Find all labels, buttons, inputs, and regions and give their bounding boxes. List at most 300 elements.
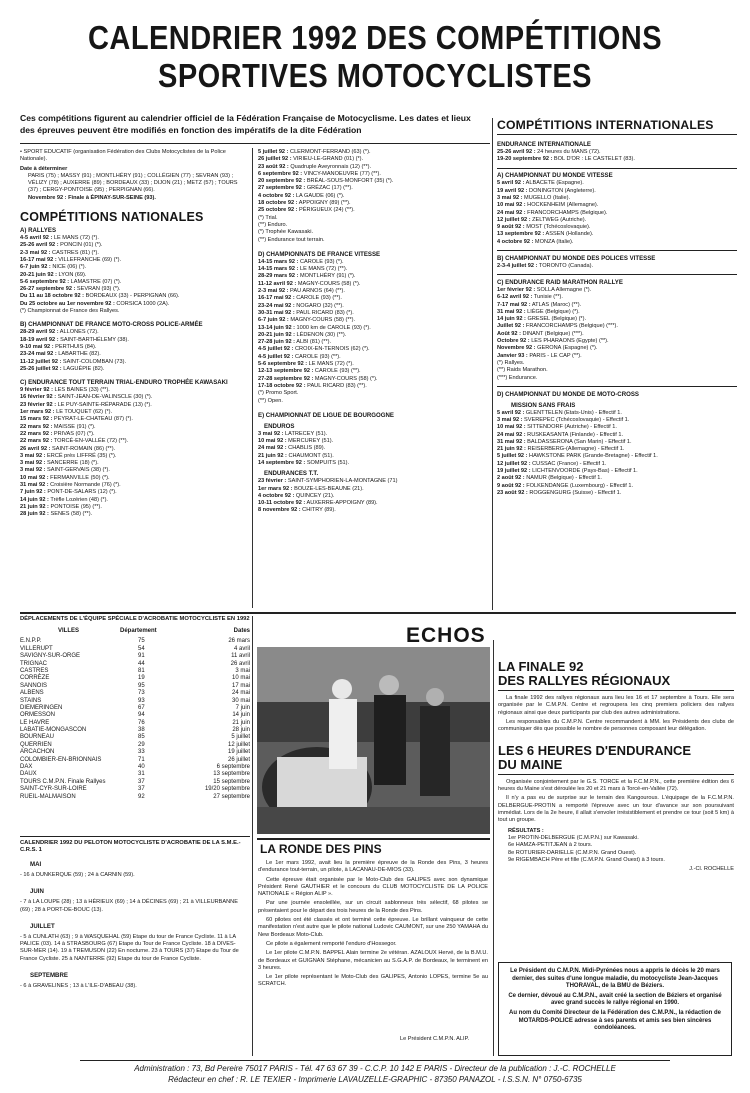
- enduro-item: 10 mai 92 : MERCUREY (51).: [258, 438, 334, 445]
- d-item: 14-15 mars 92 : LE MANS (72) (**).: [258, 266, 348, 273]
- resultat-item: 6e HAMZA-PETITJEAN à 2 tours.: [508, 842, 593, 849]
- table-cell: 26 mars: [228, 638, 250, 645]
- ci-a-item: 13 septembre 92 : ASSEN (Hollande).: [497, 231, 594, 238]
- c-item: 9 février 92 : LES BAINES (33) (**).: [20, 387, 110, 394]
- table-cell: 95: [138, 682, 145, 689]
- peloton-block: [20, 840, 248, 990]
- page-title-line2: SPORTIVES MOTOCYCLISTES: [158, 57, 592, 94]
- table-cell: 40: [138, 764, 145, 771]
- date-a-determiner: Date à déterminer: [20, 165, 68, 172]
- footer-rule: [80, 1060, 670, 1061]
- ci-c-item: (**) Raids Marathon.: [497, 367, 548, 374]
- table-cell: RUEIL-MALMAISON: [20, 793, 76, 800]
- top-item: (**) Endurance tout terrain.: [258, 236, 325, 243]
- ci-a-item: 5 avril 92 : ALBACETE (Espagne).: [497, 180, 584, 187]
- rallye-item: 4-5 avril 92 : LE MANS (72) (*).: [20, 235, 99, 242]
- table-header-cell: Dates: [233, 628, 250, 634]
- peloton-juin-label: JUIN: [30, 888, 44, 896]
- table-row: [20, 757, 250, 764]
- top-item: (*) Trophée Kawasaki.: [258, 229, 314, 236]
- d-item: 12-13 septembre 92 : CAROLE (93) (**).: [258, 368, 361, 375]
- middle-rule: [20, 612, 736, 614]
- endurance-int-item: 25-26 avril 92 : 24 heures du MANS (72).: [497, 149, 601, 155]
- rallye-item: Du 25 octobre au 1er novembre 92 : CORSICA 1000 (2A).: [20, 300, 170, 307]
- c-item: 14 juin 92 : Trèfle Lozérien (48) (*).: [20, 496, 108, 503]
- table-row: [20, 675, 250, 682]
- ci-d-item: 19 juillet 92 : LICHTENVOORDE (Pays-Bas) - Effectif 1.: [497, 467, 638, 474]
- table-cell: 24 mai: [231, 690, 250, 697]
- ci-a-list: [497, 180, 737, 246]
- date-line: PARIS (75) ; MASSY (91) ; MONTLHÉRY (91) ; COLLÉGIEN (77) ; SEVRAN (93) ;: [28, 172, 234, 179]
- rule: [497, 168, 737, 169]
- table-cell: 33: [138, 749, 145, 756]
- international-title: COMPÉTITIONS INTERNATIONALES: [497, 118, 714, 132]
- table-cell: 37: [138, 778, 145, 785]
- endurance-int-list: [497, 149, 737, 164]
- c-item: 3 mai 92 : SAINT-GERVAIS (38) (*).: [20, 467, 110, 474]
- footer: [0, 1063, 750, 1085]
- table-cell: 10 mai: [231, 675, 250, 682]
- date-lines: [28, 173, 248, 202]
- c-item: 16 février 92 : SAINT-JEAN-DE-VALINSCLE (30) (*).: [20, 394, 153, 401]
- ci-a-item: 9 août 92 : MOST (Tchécoslovaquie).: [497, 224, 591, 231]
- d-item: 17-18 octobre 92 : PAUL RICARD (83) (**).: [258, 382, 367, 389]
- intro-paragraph: Ces compétitions figurent au calendrier officiel de la Fédération Française de Motocyclisme. Les dates et lieux des épreuves peuvent être modifiés en fonction des impératifs de la dite Fédération: [20, 113, 471, 135]
- ci-c-item: 14 juin 92 : GRESEL (Belgique) (*).: [497, 316, 587, 323]
- sport-educatif: • SPORT EDUCATIF (organisation Fédération des Clubs Motocyclistes de la Police Nationale).: [20, 149, 226, 163]
- table-cell: TRIGNAC: [20, 660, 47, 667]
- ronde-paragraph: Le 1er mars 1992, avait lieu la première épreuve de la Ronde des Pins, 3 heures d'endurance tout-terrain, un pilote, à LACANAU-DE-MIOS (33).: [258, 860, 488, 874]
- ci-d-item: 9 août 92 : FOLKENDANGE (Luxembourg) - Effectif 1.: [497, 482, 634, 489]
- ci-a-title: A) CHAMPIONNAT DU MONDE VITESSE: [497, 172, 613, 180]
- ci-c-item: Août 92 : DINANT (Belgique) (***).: [497, 330, 584, 337]
- d-item: 23-24 mai 92 : NOGARO (32) (**).: [258, 302, 344, 309]
- ci-d-item: 12 juillet 92 : CUSSAC (France) - Effectif 1.: [497, 460, 607, 467]
- resultats-label: RÉSULTATS :: [508, 827, 544, 834]
- table-cell: 6 septembre: [216, 764, 250, 771]
- table-cell: 14 juin: [232, 712, 250, 719]
- d-item: (*) Promo Sport.: [258, 390, 299, 397]
- ci-c-item: Octobre 92 : LES PHARAONS (Egypte) (**).: [497, 338, 609, 345]
- peloton-sept-text: - 6 à GRAVELINES ; 13 à L'ILE-D'ABEAU (38).: [20, 983, 137, 990]
- b-item: 28-29 avril 92 : ALLONES (72).: [20, 329, 99, 336]
- c-item: 15 mars 92 : PEYRAT-LE-CHATEAU (87) (*).: [20, 416, 133, 423]
- table-cell: LE HAVRE: [20, 719, 50, 726]
- rallye-item: 6-7 juin 92 : NICE (06) (*).: [20, 264, 87, 271]
- top-item: 23 août 92 : Quadruple Aveyronnais (12) (**).: [258, 163, 372, 170]
- table-row: [20, 668, 250, 675]
- ci-a-item: 3 mai 92 : MUGELLO (Italie).: [497, 194, 571, 201]
- ronde-text: [258, 860, 488, 991]
- d-item: 5-6 septembre 92 : LE MANS (72) (*).: [258, 361, 354, 368]
- six-paragraph: Il n'y a pas eu de surprise sur le terrain des Kangourous. L'équipage de la F.C.M.P.N. DELBERGUE-PROTIN a remporté l'épreuve avec un tour d'avance sur son poursuivant immédiat. Lors de la 2e heure, il allait s'envoler irrésistiblement et prendre ce tour (soit 5 km) à tout un groupe.: [498, 795, 734, 824]
- top-item: 26 juillet 92 : VIRIEU-LE-GRAND (01) (*).: [258, 156, 364, 163]
- table-cell: 31: [138, 771, 145, 778]
- column-divider-1: [252, 148, 253, 608]
- top-item: 27 septembre 92 : GRÉZAC (17) (**).: [258, 185, 353, 192]
- rallye-item: (*) Championnat de France des Rallyes.: [20, 308, 120, 315]
- ci-a-item: 10 mai 92 : HOCKENHEIM (Allemagne).: [497, 202, 599, 209]
- ronde-paragraph: 60 pilotes ont été classés et ont terminé cette épreuve. Le brillant vainqueur de cette manifestation n'est autre que le pilote national Ludovic CAUMONT, sur une 250 YAMAHA du New Bordeaux Moto-Club.: [258, 917, 488, 938]
- c-item: 1er mars 92 : LE TOUQUET (62) (*).: [20, 409, 113, 416]
- table-cell: 27 septembre: [213, 793, 250, 800]
- rallyes-list: [20, 235, 248, 315]
- table-cell: CASTRES: [20, 667, 49, 674]
- peloton-mai-label: MAI: [30, 861, 42, 868]
- c-item: 28 juin 92 : SENES (58) (**).: [20, 511, 93, 518]
- c-item: 3 mai 92 : ERCÉ près LIFFRÉ (35) (*).: [20, 452, 117, 459]
- table-cell: SAVIGNY-SUR-ORGE: [20, 653, 81, 660]
- d-item: 30-31 mai 92 : PAUL RICARD (83) (*).: [258, 309, 354, 316]
- table-cell: 92: [138, 793, 145, 800]
- finale-text: [498, 695, 734, 733]
- c-item: 26 avril 92 : SAINT-ROMAIN (86) (**).: [20, 445, 116, 452]
- table-row: [20, 661, 250, 668]
- ci-b-title: B) CHAMPIONNAT DU MONDE DES POLICES VITESSE: [497, 254, 656, 262]
- top-item: 25 octobre 92 : PÉRIGUEUX (24) (**).: [258, 207, 355, 214]
- ci-d-item: 24 mai 92 : RUSKEASANTA (Finlande) - Effectif 1.: [497, 431, 624, 438]
- ci-b-item: 2-3-4 juillet 92 : TORONTO (Canada).: [497, 262, 594, 269]
- ronde-paragraph: Le 1er pilote représentant le Moto-Club des GALIPES, Antonio LOPES, termine 5e au SCRATCH.: [258, 974, 488, 988]
- table-cell: 44: [138, 660, 145, 667]
- enduro-item: 21 juin 92 : CHAUMONT (51).: [258, 452, 334, 459]
- finale-paragraph: Les responsables du C.M.P.N. Centre recommandent à MM. les Présidents des clubs de communiquer dès que possible le nombre de personnes composant leur délégation.: [498, 719, 734, 733]
- table-cell: 76: [138, 719, 145, 726]
- c-item: 21 juin 92 : PONTOISE (95) (**).: [20, 503, 102, 510]
- column-nationales: [20, 149, 248, 518]
- ci-c-item: 31 mai 92 : LIÈGE (Belgique) (*).: [497, 308, 580, 315]
- endurance-item: 10-11 octobre 92 : AUXERRE-APPOIGNY (89).: [258, 500, 378, 507]
- acrobatie-block: [20, 616, 250, 801]
- d-item: 2-3 mai 92 : PAU ARNOS (64) (**).: [258, 288, 345, 295]
- table-cell: 30 mai: [231, 697, 250, 704]
- ci-d-item: 23 août 92 : ROGGENGURG (Suisse) - Effectif 1.: [497, 489, 622, 496]
- six-sign: J.-Cl. ROCHELLE: [689, 866, 734, 873]
- table-cell: 13 septembre: [213, 771, 250, 778]
- peloton-juillet-text: - 5 à CUNLATH (63) ; 9 à WASQUEHAL (59) Etape du tour de France Cycliste. 11 à LA PALICE (03). 14 à STRASBOURG (67) Etape du Tour de France Cycliste. 18 à DIVES-SUR-MER (14). 19 à TREMUSON (22) En nocturne. 23 à TOURS (37) Etape du Tour de France Cycliste. 25 à NANTERRE (92) Etape du tour de France Cycliste.: [20, 933, 239, 962]
- d-item: 27-28 septembre 92 : MAGNY-COURS (58) (*).: [258, 375, 378, 382]
- table-row: [20, 698, 250, 705]
- top-item: 20 septembre 92 : BRÉAL-SOUS-MONFORT (35) (*).: [258, 178, 394, 185]
- table-cell: 11 avril: [231, 653, 250, 660]
- enduro-item: 14 septembre 92 : SOMPUITS (51).: [258, 459, 350, 466]
- echos-title: ECHOS: [406, 624, 486, 647]
- endurance-item: 4 octobre 92 : QUINCEY (21).: [258, 492, 335, 499]
- table-cell: 26 juillet: [227, 756, 250, 763]
- section-e-title: E) CHAMPIONNAT DE LIGUE DE BOURGOGNE: [258, 411, 394, 419]
- enduros-list: [258, 431, 488, 467]
- table-cell: 94: [138, 712, 145, 719]
- photo-icon: [257, 647, 490, 834]
- table-row: [20, 742, 250, 749]
- b-item: 9-10 mai 92 : PERTHUIS (84).: [20, 343, 97, 350]
- endurance-int-title: ENDURANCE INTERNATIONALE: [497, 141, 592, 148]
- resultats-list: [508, 835, 734, 864]
- six-title-1: LES 6 HEURES D'ENDURANCE: [498, 742, 692, 758]
- enduro-item: 3 mai 92 : LATRECEY (51).: [258, 430, 328, 437]
- table-cell: 81: [138, 667, 145, 674]
- top-item: (*) Trial.: [258, 214, 278, 221]
- table-cell: 38: [138, 727, 145, 734]
- finale-block: [498, 660, 734, 873]
- date-line: Novembre 92 : Finale à ÉPINAY-SUR-SEINE (93).: [28, 194, 156, 201]
- intro-rule: [20, 143, 490, 144]
- table-cell: LABATIE-MONGASCON: [20, 727, 87, 734]
- endurance-item: 1er mars 92 : BOUZE-LES-BEAUNE (21).: [258, 485, 364, 492]
- ci-a-item: 4 octobre 92 : MONZA (Italie).: [497, 238, 574, 245]
- table-cell: 67: [138, 704, 145, 711]
- peloton-rule: [20, 836, 250, 837]
- rallye-item: Du 11 au 18 octobre 92 : BORDEAUX (33) - PERPIGNAN (66).: [20, 293, 180, 300]
- table-cell: BOURNEAU: [20, 734, 55, 741]
- c-item: 31 mai 92 : Croisière Normande (76) (*).: [20, 481, 121, 488]
- top-item: 5 juillet 92 : CLERMONT-FERRAND (63) (*).: [258, 149, 371, 155]
- column-internationales: [497, 141, 737, 497]
- ci-c-item: 7-17 mai 92 : ATLAS (Maroc) (**).: [497, 301, 582, 308]
- ronde-rule: [257, 838, 490, 840]
- ci-d-title: D) CHAMPIONNAT DU MONDE DE MOTO-CROSS: [497, 390, 639, 398]
- top-item: 6 septembre 92 : VINCY-MANOEUVRE (77) (**).: [258, 170, 381, 177]
- d-item: (**) Open.: [258, 397, 283, 404]
- section-c-title: C) ENDURANCE TOUT TERRAIN TRIAL-ENDURO TROPHÉE KAWASAKI: [20, 379, 228, 387]
- rule: [497, 274, 737, 275]
- d-item: 16-17 mai 92 : CAROLE (93) (**).: [258, 295, 342, 302]
- table-cell: 73: [138, 690, 145, 697]
- endurance-item: 8 novembre 92 : CHITRY (89).: [258, 507, 336, 514]
- table-cell: 91: [138, 653, 145, 660]
- table-header-cell: VILLES: [58, 628, 80, 634]
- table-row: [20, 653, 250, 660]
- footer-line1: Administration : 73, Bd Pereire 75017 PARIS - Tél. 47 63 67 39 - C.C.P. 10 142 E PARIS - Directeur de la publication : J.-C. ROCHELLE: [134, 1064, 616, 1073]
- rule: [497, 250, 737, 251]
- d-item: 27-28 juin 92 : ALBI (81) (**).: [258, 339, 332, 346]
- rallye-item: 20-21 juin 92 : LYON (69).: [20, 271, 87, 278]
- column-divider-3: [252, 616, 253, 1056]
- b-item: 23-24 mai 92 : LABARTHE (82).: [20, 351, 101, 358]
- finale-paragraph: La finale 1992 des rallyes régionaux aura lieu les 16 et 17 septembre à Tours. Elle sera organisée par le C.M.P.N. Centre et regroupera les cinq premiers policiers des rallyes régionaux ainsi que deux participants par club des autres administrations.: [498, 695, 734, 716]
- peloton-title: CALENDRIER 1992 DU PELOTON MOTOCYCLISTE D'ACROBATIE DE LA S.M.E.-C.R.S. 1: [20, 840, 241, 853]
- finale-rule: [498, 690, 734, 691]
- d-item: 13-14 juin 92 : 1000 km de CAROLE (93) (*).: [258, 324, 371, 331]
- table-cell: 28 juin: [232, 727, 250, 734]
- b-item: 11-12 juillet 92 : SAINT-COLOMBAN (73).: [20, 358, 127, 365]
- rule: [497, 386, 737, 387]
- table-cell: 19/20 septembre: [204, 786, 250, 793]
- rallye-item: 2-3 mai 92 : CASTRES (81) (*).: [20, 249, 99, 256]
- ci-d-item: 2 août 92 : NAMUR (Belgique) - Effectif 1.: [497, 475, 602, 482]
- table-cell: COLOMBIER-EN-BRIONNAIS: [20, 756, 102, 763]
- six-title-2: DU MAINE: [498, 756, 563, 772]
- table-cell: 85: [138, 734, 145, 741]
- top-list: [258, 149, 488, 244]
- table-row: [20, 771, 250, 778]
- d-item: 28-29 mars 92 : MONTLHÉRY (91) (*).: [258, 273, 356, 280]
- c-item: 22 mars 92 : MAISSE (91) (*).: [20, 423, 96, 430]
- c-item: 22 mars 92 : PRIVAS (07) (*).: [20, 430, 95, 437]
- ronde-title: LA RONDE DES PINS: [260, 842, 382, 856]
- table-row: [20, 727, 250, 734]
- date-line: VÉLIZY (78) ; AUXERRE (89) ; BORDEAUX (33) ; DIJON (21) ; METZ (57) ; TOURS: [28, 180, 238, 187]
- finale-title-2: DES RALLYES RÉGIONAUX: [498, 673, 671, 688]
- top-item: 4 octobre 92 : LA GAUDE (06) (*).: [258, 192, 345, 199]
- table-row: [20, 683, 250, 690]
- endurance-int-item: 19-20 septembre 92 : BOL D'OR : LE CASTELET (83).: [497, 156, 635, 163]
- table-row: [20, 786, 250, 793]
- endurance-item: 23 février : SAINT-SYMPHORIEN-LA-MONTAGNE (71): [258, 478, 398, 485]
- ci-d-item: 5 avril 92 : GLENTTELEN (Etats-Unis) - Effectif 1.: [497, 409, 622, 416]
- table-cell: DAUX: [20, 771, 37, 778]
- ci-c-title: C) ENDURANCE RAID MARATHON RALLYE: [497, 278, 623, 286]
- resultat-item: 9e RIGEMBACH Père et fille (C.M.P.N. Grand Ouest) à 3 tours.: [508, 856, 665, 863]
- section-b-title: B) CHAMPIONNAT DE FRANCE MOTO-CROSS POLICE-ARMÉE: [20, 321, 203, 329]
- table-cell: 17 mai: [231, 682, 250, 689]
- deces-paragraph: Le Président du C.M.P.N. Midi-Pyrénées nous a appris le décès le 20 mars dernier, des suites d'une longue maladie, du motocycliste Jean-Jacques THORAVAL, de la BMU de Béziers.: [510, 968, 720, 990]
- d-list: [258, 259, 488, 405]
- table-cell: TOURS C.M.P.N. Finale Rallyes: [20, 778, 106, 785]
- ci-c-item: (*) Rallyes.: [497, 359, 525, 366]
- ci-c-item: Novembre 92 : GERONA (Espagne) (*).: [497, 345, 598, 352]
- peloton-mai-text: - 16 à DUNKERQUE (59) ; 24 à CARNIN (59).: [20, 872, 135, 878]
- table-cell: VILLERUPT: [20, 645, 53, 652]
- nationales-title: COMPÉTITIONS NATIONALES: [20, 210, 204, 225]
- column-divider-2: [492, 118, 493, 610]
- table-cell: QUERRIEN: [20, 741, 52, 748]
- c-item: 7 juin 92 : PONT-DE-SALARS (12) (*).: [20, 489, 117, 496]
- resultat-item: 1er PROTIN-DELBERGUE (C.M.P.N.) sur Kawasaki.: [508, 834, 639, 841]
- photo-three-riders: [257, 647, 490, 834]
- peloton-juin-text: - 7 à LA LOUPE (28) ; 13 à HÉRIEUX (69) ; 14 à DÉCINES (69) ; 21 à VILLEURBANNE (69) ; 28 à PORT-DE-BOUC (13).: [20, 899, 238, 913]
- finale-title-1: LA FINALE 92: [498, 659, 584, 674]
- d-item: 11-12 avril 92 : MAGNY-COURS (58) (*).: [258, 280, 361, 287]
- column-divider-4: [493, 640, 494, 1056]
- table-cell: ORMESSON: [20, 712, 56, 719]
- ronde-paragraph: Cette épreuve était organisée par le Moto-Club des GALIPES avec son dynamique Président René GAUTHIER et le concours du CLUB MOTOCYCLISTE DE LA POLICE NATIONALE « Région ALIP ».: [258, 876, 488, 898]
- ci-d-item: 10 mai 92 : SITTENDORF (Autriche) - Effectif 1.: [497, 424, 617, 431]
- table-cell: SAINT-CYR-SUR-LOIRE: [20, 786, 87, 793]
- table-row: [20, 690, 250, 697]
- table-cell: 71: [138, 756, 145, 763]
- table-cell: ALBENS: [20, 690, 44, 697]
- b-item: 18-19 avril 92 : SAINT-BARTHÉLEMY (38).: [20, 336, 129, 343]
- rallye-item: 25-26 avril 92 : PONCIN (01) (*).: [20, 242, 103, 249]
- table-row: [20, 720, 250, 727]
- rallye-item: 26-27 septembre 92 : SEVRAN (93) (*).: [20, 286, 121, 293]
- table-cell: 4 avril: [233, 645, 250, 652]
- table-cell: DAX: [20, 764, 33, 771]
- table-cell: 37: [138, 786, 145, 793]
- table-row: [20, 705, 250, 712]
- ci-d-item: 3 mai 92 : SVEREPEC (Tchécoslovaquie) - Effectif 1.: [497, 416, 630, 423]
- date-line: (37) ; CERGY-PONTOISE (95) ; PERPIGNAN (66).: [28, 187, 155, 194]
- deces-notice: [498, 962, 732, 1056]
- deces-paragraph: Ce dernier, dévoué au C.M.P.N., avait créé la section de Béziers et organisé avec grand succès le rallye régional en 1990.: [508, 992, 722, 1007]
- b-item: 25-26 juillet 92 : LAGUÉPIE (82).: [20, 365, 105, 372]
- table-row: [20, 764, 250, 771]
- table-row: [20, 646, 250, 653]
- table-cell: DIEMERINGEN: [20, 704, 63, 711]
- enduros-label: ENDUROS: [264, 422, 295, 430]
- ronde-paragraph: Ce pilote a également remporté l'enduro d'Hossegor.: [266, 940, 397, 947]
- table-cell: 5 juillet: [231, 734, 250, 741]
- table-cell: STAINS: [20, 697, 42, 704]
- rallye-item: 16-17 mai 92 : VILLEFRANCHE (69) (*).: [20, 256, 122, 263]
- page-title-line1: CALENDRIER 1992 DES COMPÉTITIONS: [87, 19, 663, 56]
- acrobatie-table: [20, 628, 250, 801]
- rallye-item: 5-6 septembre 92 : LAMASTRE (07) (*).: [20, 278, 122, 285]
- endurances-list: [258, 478, 488, 514]
- table-header: [20, 628, 250, 635]
- endurances-label: ENDURANCES T.T.: [264, 470, 319, 478]
- d-item: 20-21 juin 92 : LÉDENON (30) (**).: [258, 331, 347, 338]
- table-row: [20, 712, 250, 719]
- six-rule: [498, 774, 734, 775]
- ronde-paragraph: Le 1er pilote C.M.P.N. BAPPEL Alain termine 2e vétéran. AZALOUX Hervé, de la B.M.U. de Bordeaux et GUIGNAN Stéphane, mécanicien au S.G.A.P. de Bordeaux, le terminent en 3 heures.: [258, 950, 488, 971]
- ci-d-item: 5 juillet 92 : HAWKSTONE PARK (Grande-Bretagne) - Effectif 1.: [497, 453, 658, 460]
- acrobatie-title: DÉPLACEMENTS DE L'ÉQUIPE SPÉCIALE D'ACROBATIE MOTOCYCLISTE EN 1992: [20, 616, 250, 622]
- ci-a-item: 24 mai 92 : FRANCORCHAMPS (Belgique).: [497, 209, 608, 216]
- c-list: [20, 387, 248, 518]
- table-row: [20, 779, 250, 786]
- section-d-title: D) CHAMPIONNATS DE FRANCE VITESSE: [258, 250, 381, 258]
- deces-paragraph: Au nom du Comité Directeur de la Fédération des C.M.P.N., la rédaction de MOTARDS-POLICE adresse à ses parents et amis ses bien sincères condoléances.: [509, 1009, 721, 1032]
- column-nationales-2: [258, 149, 488, 515]
- c-item: 23 février 92 : LE PUY-SAINTE-RÉPARADE (13) (*).: [20, 401, 152, 408]
- table-cell: 15 septembre: [213, 778, 250, 785]
- table-cell: SANNOIS: [20, 682, 48, 689]
- ci-c-item: Juillet 92 : FRANCORCHAMPS (Belgique) (***).: [497, 323, 618, 330]
- ronde-paragraph: Par une journée ensoleillée, sur un circuit sablonneux très sélectif, 68 pilotes se présentaient pour le départ des trois heures de la Ronde des Pins.: [258, 900, 488, 914]
- table-cell: E.N.P.P.: [20, 638, 42, 645]
- table-cell: ARCACHON: [20, 749, 55, 756]
- d-item: 6-7 juin 92 : MAGNY-COURS (58) (**).: [258, 317, 356, 324]
- ci-c-item: (***) Endurance.: [497, 374, 538, 381]
- ci-b-list: [497, 263, 737, 270]
- table-cell: CORRÈZE: [20, 675, 50, 682]
- table-row: [20, 734, 250, 741]
- table-cell: 26 avril: [230, 660, 250, 667]
- table-cell: 19 juillet: [227, 749, 250, 756]
- top-item: (**) Enduro.: [258, 221, 288, 228]
- ci-a-item: 12 juillet 92 : ZELTWEG (Autriche).: [497, 216, 587, 223]
- d-item: 4-5 juillet 92 : CROIX-EN-TERNOIS (62) (*).: [258, 346, 370, 353]
- table-cell: 75: [138, 638, 145, 645]
- ci-c-list: [497, 287, 737, 382]
- resultat-item: 8e ROTURIER-DARIELLE (C.M.P.N. Grand Ouest).: [508, 849, 637, 856]
- ci-d-item: 31 mai 92 : BALDASSERONA (San Marin) - Effectif 1.: [497, 438, 632, 445]
- c-item: 22 mars 92 : TORCÉ-EN-VALLÉE (72) (**).: [20, 438, 129, 445]
- ci-c-item: 6-12 avril 92 : Tunisie (**).: [497, 294, 563, 301]
- c-item: 10 mai 92 : FERMANVILLE (50) (*).: [20, 474, 110, 481]
- table-cell: 3 mai: [235, 667, 250, 674]
- table-cell: 19: [138, 675, 145, 682]
- d-item: 14-15 mars 92 : CAROLE (93) (*).: [258, 258, 344, 265]
- table-cell: 54: [138, 645, 145, 652]
- enduro-item: 24 mai 92 : CHABLIS (89).: [258, 445, 326, 452]
- table-row: [20, 749, 250, 756]
- table-header-cell: Département: [120, 628, 157, 634]
- ci-d-item: 21 juin 92 : REISERBERG-(Allemagne) - Effectif 1.: [497, 446, 625, 453]
- table-row: [20, 638, 250, 645]
- international-rule: [497, 134, 737, 135]
- d-item: 4-5 juillet 92 : CAROLE (93) (**).: [258, 353, 341, 360]
- b-list: [20, 329, 248, 373]
- ci-c-item: 1er février 92 : SOLLA Allemagne (*).: [497, 286, 592, 293]
- ci-d-list: [497, 410, 737, 498]
- top-item: 18 octobre 92 : APPOIGNY (89) (**).: [258, 200, 351, 207]
- table-cell: 93: [138, 697, 145, 704]
- section-rallyes: A) RALLYES: [20, 227, 57, 235]
- ci-a-item: 19 avril 92 : DONINGTON (Angleterre).: [497, 187, 596, 194]
